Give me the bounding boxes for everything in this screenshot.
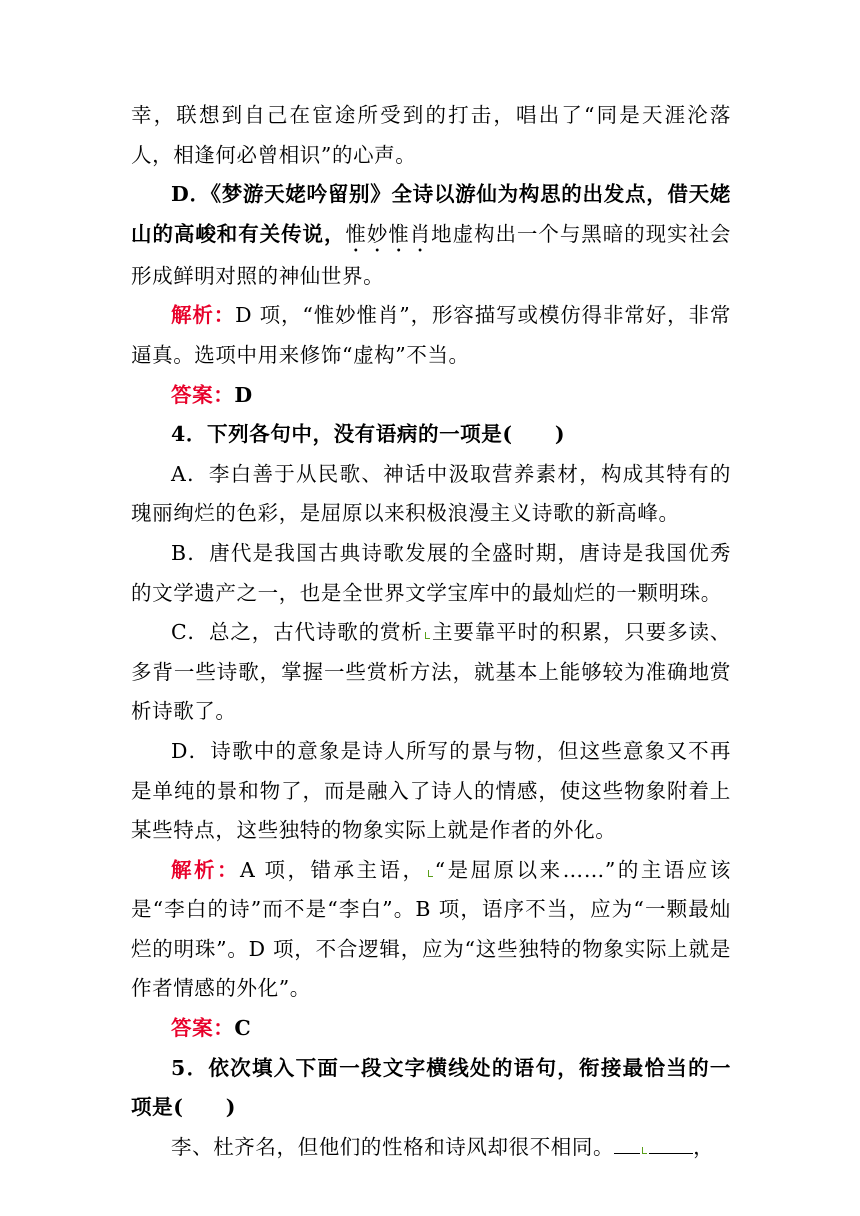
fill-blank-1 [614,1131,640,1154]
q5-text [131,1128,731,1168]
q4-option-a: A．李白善于从民歌、神话中汲取营养素材，构成其特有的瑰丽绚烂的色彩，是屈原以来积极浪漫主义诗歌的新高峰。 [131,461,731,526]
q4-option-b: B．唐代是我国古典诗歌发展的全盛时期，唐诗是我国优秀的文学遗产之一，也是全世界文学宝库中的最灿烂的一颗明珠。 [131,540,731,605]
q3-answer-value: D [234,382,253,407]
q4-option-c-pre: C．总之，古代诗歌的赏析 [171,620,423,645]
q4-answer-label: 答案： [171,1016,235,1041]
q5-text-post: ， [693,1134,715,1159]
q3-analysis [131,296,731,375]
edit-mark-icon [425,632,430,639]
q4-answer-value: C [234,1016,252,1041]
q4-analysis [131,851,731,1009]
q3-option-d-dotted-phrase: 惟妙惟肖 [345,221,432,246]
q3-option-d-post: 地虚构出一个与黑暗的现实社会形成鲜明对照的神仙世界。 [131,221,731,288]
q5-stem: 5．依次填入下面一段文字横线处的语句，衔接最恰当的一项是( ) [131,1055,731,1120]
q4-option-c [131,613,731,732]
edit-mark-icon [428,870,433,877]
q3-option-d-pre: D．《梦游天姥吟留别》全诗以游仙为构思的出发点，借天姥山的高峻和有关传说， [131,182,731,246]
q3-continued-text: 幸，联想到自己在宦途所受到的打击，唱出了“同是天涯沦落人，相逢何必曾相识”的心声。 [131,103,731,167]
q3-answer [131,376,731,416]
q4-stem: 4．下列各句中，没有语病的一项是( ) [171,422,566,447]
q4-analysis-post: “是屈原以来……”的主语应该是“李白的诗”而不是“李白”。B 项，语序不当，应为“一颗最灿烂的明珠”。D 项，不合逻辑，应为“这些独特的物象实际上就是作者情感的外化”。 [131,857,731,1001]
q3-analysis-label: 解析： [171,303,236,328]
q3-analysis-text: D 项，“惟妙惟肖”，形容描写或模仿得非常好，非常逼真。选项中用来修饰“虚构”不当。 [131,303,731,367]
q4-option-d: D．诗歌中的意象是诗人所写的景与物，但这些意象又不再是单纯的景和物了，而是融入了诗人的情感，使这些物象附着上某些特点，这些独特的物象实际上就是作者的外化。 [131,738,731,843]
q4-option-c-post: 主要靠平时的积累，只要多读、多背一些诗歌，掌握一些赏析方法，就基本上能够较为准确地赏析诗歌了。 [131,620,731,724]
q4-answer [131,1009,731,1049]
q4-analysis-pre: A 项，错承主语， [240,857,426,882]
q5-text-pre: 李、杜齐名，但他们的性格和诗风却很不相同。 [171,1134,615,1159]
q4-analysis-label: 解析： [171,857,241,882]
edit-mark-icon [642,1147,647,1154]
q3-answer-label: 答案： [171,382,235,407]
document-page [131,96,731,1167]
q3-option-d [131,175,731,296]
fill-blank-2 [649,1131,693,1154]
